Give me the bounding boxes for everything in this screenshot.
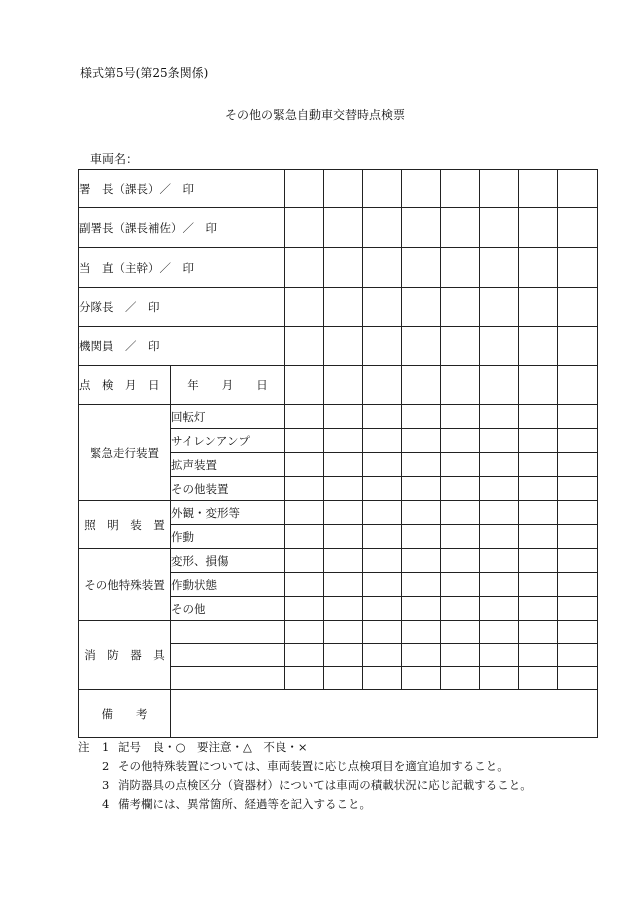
item-lighting: 外観・変形等 [171, 501, 285, 525]
row-remarks [79, 690, 598, 738]
item-special: その他 [171, 597, 285, 621]
row-duty [79, 248, 598, 288]
item-emergency: サイレンアンプ [171, 429, 285, 453]
label-engineer: 機関員 ／ 印 [79, 327, 285, 366]
note-text: その他特殊装置については、車両装置に応じ点検項目を適宜追加すること。 [118, 759, 509, 773]
label-duty: 当 直（主幹）／ 印 [79, 248, 285, 288]
note-text: 消防器具の点検区分（資器材）については車両の積載状況に応じ記載すること。 [118, 778, 532, 792]
page-title: その他の緊急自動車交替時点検票 [224, 108, 405, 122]
row-fire-1 [79, 621, 598, 644]
row-special-1 [79, 549, 598, 573]
row-date [79, 366, 598, 405]
group-special: その他特殊装置 [79, 549, 171, 621]
label-date: 点 検 月 日 [79, 366, 171, 405]
row-emergency-1 [79, 405, 598, 429]
note-item [78, 757, 532, 776]
item-fire-equipment[interactable] [171, 667, 285, 690]
remarks-field[interactable] [171, 690, 598, 738]
group-lighting: 照 明 装 置 [79, 501, 171, 549]
note-text: 備考欄には、異常箇所、経過等を記入すること。 [118, 797, 371, 811]
row-chief [79, 170, 598, 208]
group-emergency: 緊急走行装置 [79, 405, 171, 501]
row-deputy [79, 208, 598, 248]
notes-prefix: 注 [78, 740, 90, 754]
item-fire-equipment[interactable] [171, 621, 285, 644]
item-special: 変形、損傷 [171, 549, 285, 573]
date-field[interactable]: 年 月 日 [171, 366, 285, 405]
note-item [78, 795, 532, 814]
inspection-table [78, 169, 598, 738]
form-number: 様式第5号(第25条関係) [80, 66, 209, 80]
item-fire-equipment[interactable] [171, 644, 285, 667]
item-emergency: 回転灯 [171, 405, 285, 429]
label-remarks: 備 考 [79, 690, 171, 738]
group-fire-equipment: 消 防 器 具 [79, 621, 171, 690]
row-engineer [79, 327, 598, 366]
vehicle-name-label: 車両名： [90, 152, 139, 166]
row-lighting-1 [79, 501, 598, 525]
note-number: 4 [102, 797, 110, 811]
note-item [78, 776, 532, 795]
label-squad: 分隊長 ／ 印 [79, 288, 285, 327]
label-chief: 署 長（課長）／ 印 [79, 170, 285, 208]
item-emergency: その他装置 [171, 477, 285, 501]
note-text: 記号 良・○ 要注意・△ 不良・× [118, 740, 308, 754]
note-item [78, 738, 532, 757]
label-deputy: 副署長（課長補佐）／ 印 [79, 208, 285, 248]
notes [78, 738, 532, 814]
item-emergency: 拡声装置 [171, 453, 285, 477]
note-number: 2 [102, 759, 110, 773]
note-number: 1 [102, 740, 110, 754]
row-squad [79, 288, 598, 327]
note-number: 3 [102, 778, 110, 792]
item-special: 作動状態 [171, 573, 285, 597]
item-lighting: 作動 [171, 525, 285, 549]
